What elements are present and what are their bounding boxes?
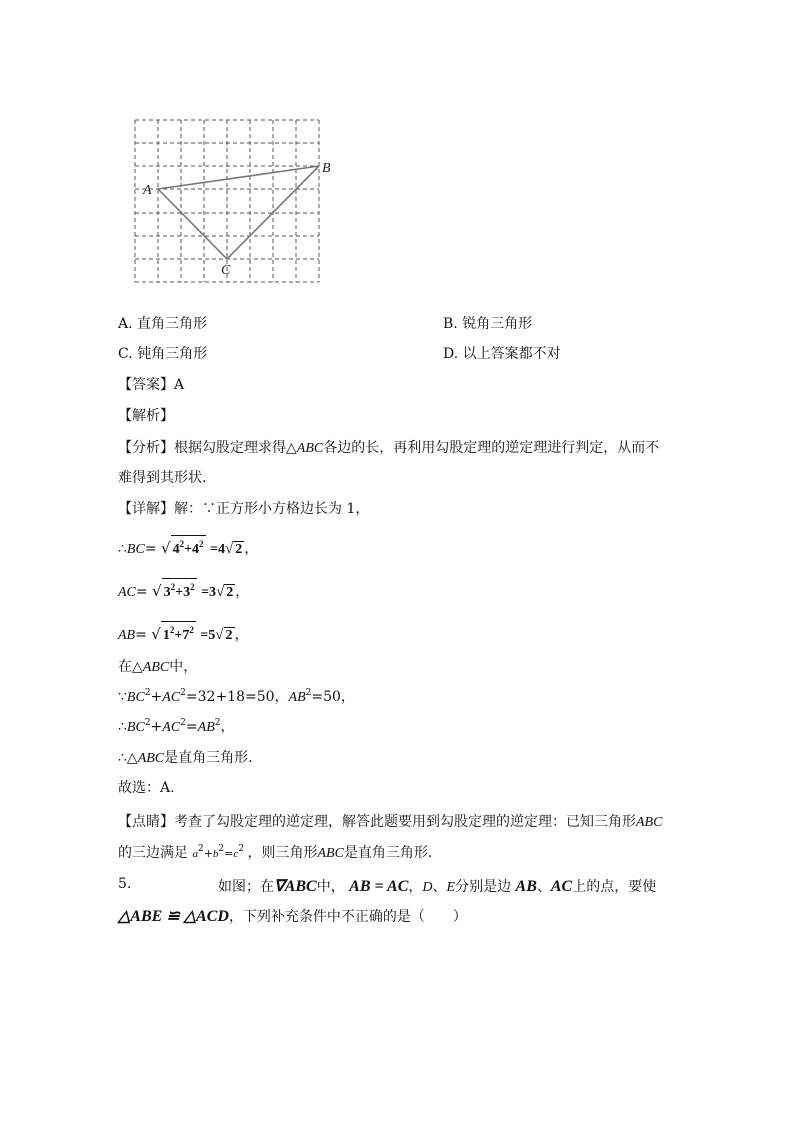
- side-ca: [158, 189, 227, 259]
- vertex-label-a: A: [143, 183, 152, 198]
- option-c[interactable]: C. 钝角三角形: [118, 346, 208, 362]
- ac-result: =3: [201, 585, 217, 600]
- choose-line: 故选：A.: [118, 780, 175, 796]
- ac-var: AC: [118, 585, 136, 600]
- ab-var: AB: [118, 628, 136, 643]
- equal-line: $\therefore BC^2+AC^2=AB^2$，: [118, 718, 235, 735]
- vertex-label-c: C: [221, 263, 231, 278]
- q5-line-1: 如图；在∇ABC中， AB = AC，D、E分别是边 AB、AC上的点，要使: [218, 878, 657, 895]
- fenxi-abc: ABC: [296, 441, 324, 456]
- answer-value: A: [174, 377, 185, 393]
- answer-line: [118, 374, 184, 394]
- ab-result: =5: [200, 628, 216, 643]
- conclusion-line: ∴△ABC是直角三角形.: [118, 750, 253, 766]
- grid-diagram: [125, 110, 335, 290]
- triangle-figure: [125, 110, 335, 290]
- fenxi-label: 【分析】: [118, 440, 174, 456]
- analysis-label: 【解析】: [118, 408, 174, 424]
- bc-equation: ∴BC= √ $4^2+4^2 =4√$ 2 ，: [118, 535, 258, 558]
- option-b[interactable]: B. 锐角三角形: [443, 316, 533, 332]
- bc-result: =4: [210, 542, 225, 557]
- bc-var: BC: [126, 542, 145, 557]
- dianjing-line-2: 的三边满足 $a^2+b^2=c^2$ ，则三角形ABC是直角三角形.: [118, 844, 433, 861]
- detail-intro: 解：∵正方形小方格边长为 1，: [174, 501, 370, 517]
- ab-eq: =: [135, 627, 147, 643]
- ac-result-radical: 2: [226, 585, 234, 600]
- option-a[interactable]: A. 直角三角形: [118, 316, 208, 332]
- q5-line-2: △ABE ≌ △ACD，下列补充条件中不正确的是（ ）: [118, 908, 467, 925]
- q5-ab-eq-ac: AB = AC: [349, 878, 409, 895]
- bc-result-radical: 2: [235, 542, 243, 557]
- triangle-abc: [158, 166, 319, 259]
- fenxi-text-a: 根据勾股定理求得△: [174, 440, 297, 456]
- fenxi-line-1: [118, 437, 659, 457]
- option-d[interactable]: D. 以上答案都不对: [443, 346, 561, 362]
- q5-number: 5.: [118, 876, 132, 892]
- radical-ab: √ $1^2+7^2$: [151, 627, 196, 643]
- q5-triangle-abc: ∇ABC: [274, 878, 317, 895]
- sum-line: $\because BC^2+AC^2=32+18=50$，$AB^2=50$，: [118, 688, 355, 705]
- answer-label: 【答案】: [118, 377, 174, 393]
- ac-eq: =: [135, 584, 148, 600]
- fenxi-text-b: 各边的长，再利用勾股定理的逆定理进行判定，从而不: [323, 440, 660, 456]
- radical-bc: √ $4^2+4^2$: [161, 541, 206, 557]
- ab-result-radical: 2: [225, 628, 233, 643]
- ab-equation: AB= √ $1^2+7^2 =5√$ 2 ，: [118, 621, 249, 644]
- detail-line-intro: [118, 498, 369, 518]
- vertex-label-b: B: [322, 161, 331, 176]
- bc-eq: =: [144, 541, 157, 557]
- therefore-symbol: ∴: [118, 541, 127, 557]
- fenxi-line-2: 难得到其形状.: [118, 470, 207, 486]
- in-triangle-line: 在△ABC中，: [118, 659, 198, 675]
- radical-ac: √ $3^2+3^2$: [152, 584, 197, 600]
- q5-congruent: △ABE ≌ △ACD: [118, 908, 229, 925]
- dianjing-label: 【点睛】: [118, 814, 174, 830]
- detail-label: 【详解】: [118, 501, 174, 517]
- side-ab: [158, 166, 319, 189]
- dashed-grid: [135, 120, 319, 282]
- dianjing-line-1: 【点睛】考查了勾股定理的逆定理，解答此题要用到勾股定理的逆定理：已知三角形ABC: [118, 814, 663, 830]
- ac-equation: AC= √ $3^2+3^2 =3√$ 2 ，: [118, 578, 249, 601]
